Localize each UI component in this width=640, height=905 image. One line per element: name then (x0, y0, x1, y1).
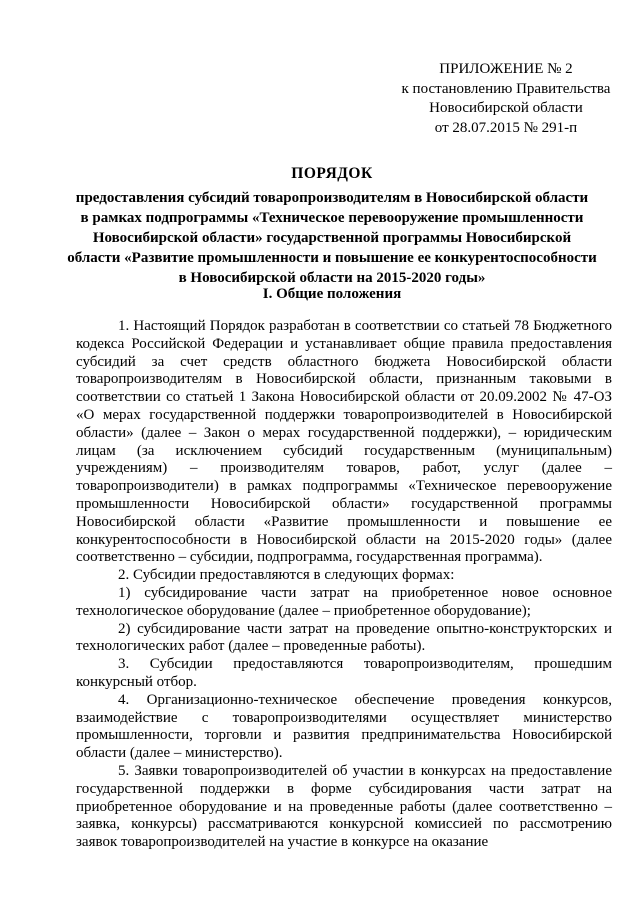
paragraph-1: 1. Настоящий Порядок разработан в соответствии со статьей 78 Бюджетного кодекса Российской Федерации и устанавливает общие правила предоставления субсидий за счет средств областного бюджета Новосибирской области товаропроизводителям в Новосибирской области, признанным таковыми в соответствии со статьей 1 Закона Новосибирской области от 20.09.2002 № 47-ОЗ «О мерах государственной поддержки товаропроизводителей в Новосибирской области» (далее – Закон о мерах государственной поддержки), – юридическим лицам (за исключением субсидий государственным (муниципальным) учреждениям) – производителям товаров, работ, услуг (далее – товаропроизводители) в рамках подпрограммы «Техническое перевооружение промышленности Новосибирской области» государственной программы Новосибирской области «Развитие промышленности и повышение ее конкурентоспособности в Новосибирской области на 2015-2020 годы» (далее соответственно – субсидии, подпрограмма, государственная программа). (76, 318, 612, 566)
appendix-region: Новосибирской области (429, 100, 583, 117)
paragraph-2-item-1: 1) субсидирование части затрат на приобретенное новое основное технологическое оборудование (далее – приобретенное оборудование); (76, 584, 612, 619)
title-line-2: в рамках подпрограммы «Техническое перевооружение промышленности (80, 210, 584, 226)
title-subtitle (62, 188, 602, 288)
appendix-date: от 28.07.2015 № 291-п (434, 119, 578, 136)
title-line-4: области «Развитие промышленности и повышение ее конкурентоспособности (67, 250, 597, 266)
section-heading: I. Общие положения (262, 286, 402, 302)
paragraph-2-item-2: 2) субсидирование части затрат на проведение опытно-конструкторских и технологических работ (далее – проведенные работы). (76, 620, 612, 655)
appendix-reference: к постановлению Правительства (401, 80, 611, 97)
document-title (62, 164, 602, 288)
paragraph-4: 4. Организационно-техническое обеспечение проведения конкурсов, взаимодействие с товаропроизводителями осуществляет министерство промышленности, торговли и развития предпринимательства Новосибирской области (далее – министерство). (76, 691, 612, 762)
document-body (76, 318, 612, 852)
title-main: ПОРЯДОК (291, 165, 373, 182)
paragraph-5: 5. Заявки товаропроизводителей об участии в конкурсах на предоставление государственной поддержки в форме субсидирования части затрат на приобретенное оборудование и на проведенные работы (далее соответственно – заявка, конкурсы) рассматриваются конкурсной комиссией по рассмотрению заявок товаропроизводителей на участие в конкурсе на оказание (76, 762, 612, 851)
appendix-number: ПРИЛОЖЕНИЕ № 2 (439, 61, 573, 77)
paragraph-3: 3. Субсидии предоставляются товаропроизводителям, прошедшим конкурсный отбор. (76, 656, 612, 690)
title-line-1: предоставления субсидий товаропроизводителям в Новосибирской области (75, 190, 589, 206)
title-line-5: в Новосибирской области на 2015-2020 годы» (178, 270, 486, 286)
title-line-3: Новосибирской области» государственной программы Новосибирской (92, 230, 572, 246)
appendix-block (396, 60, 616, 138)
paragraph-2: 2. Субсидии предоставляются в следующих формах: (118, 567, 455, 584)
